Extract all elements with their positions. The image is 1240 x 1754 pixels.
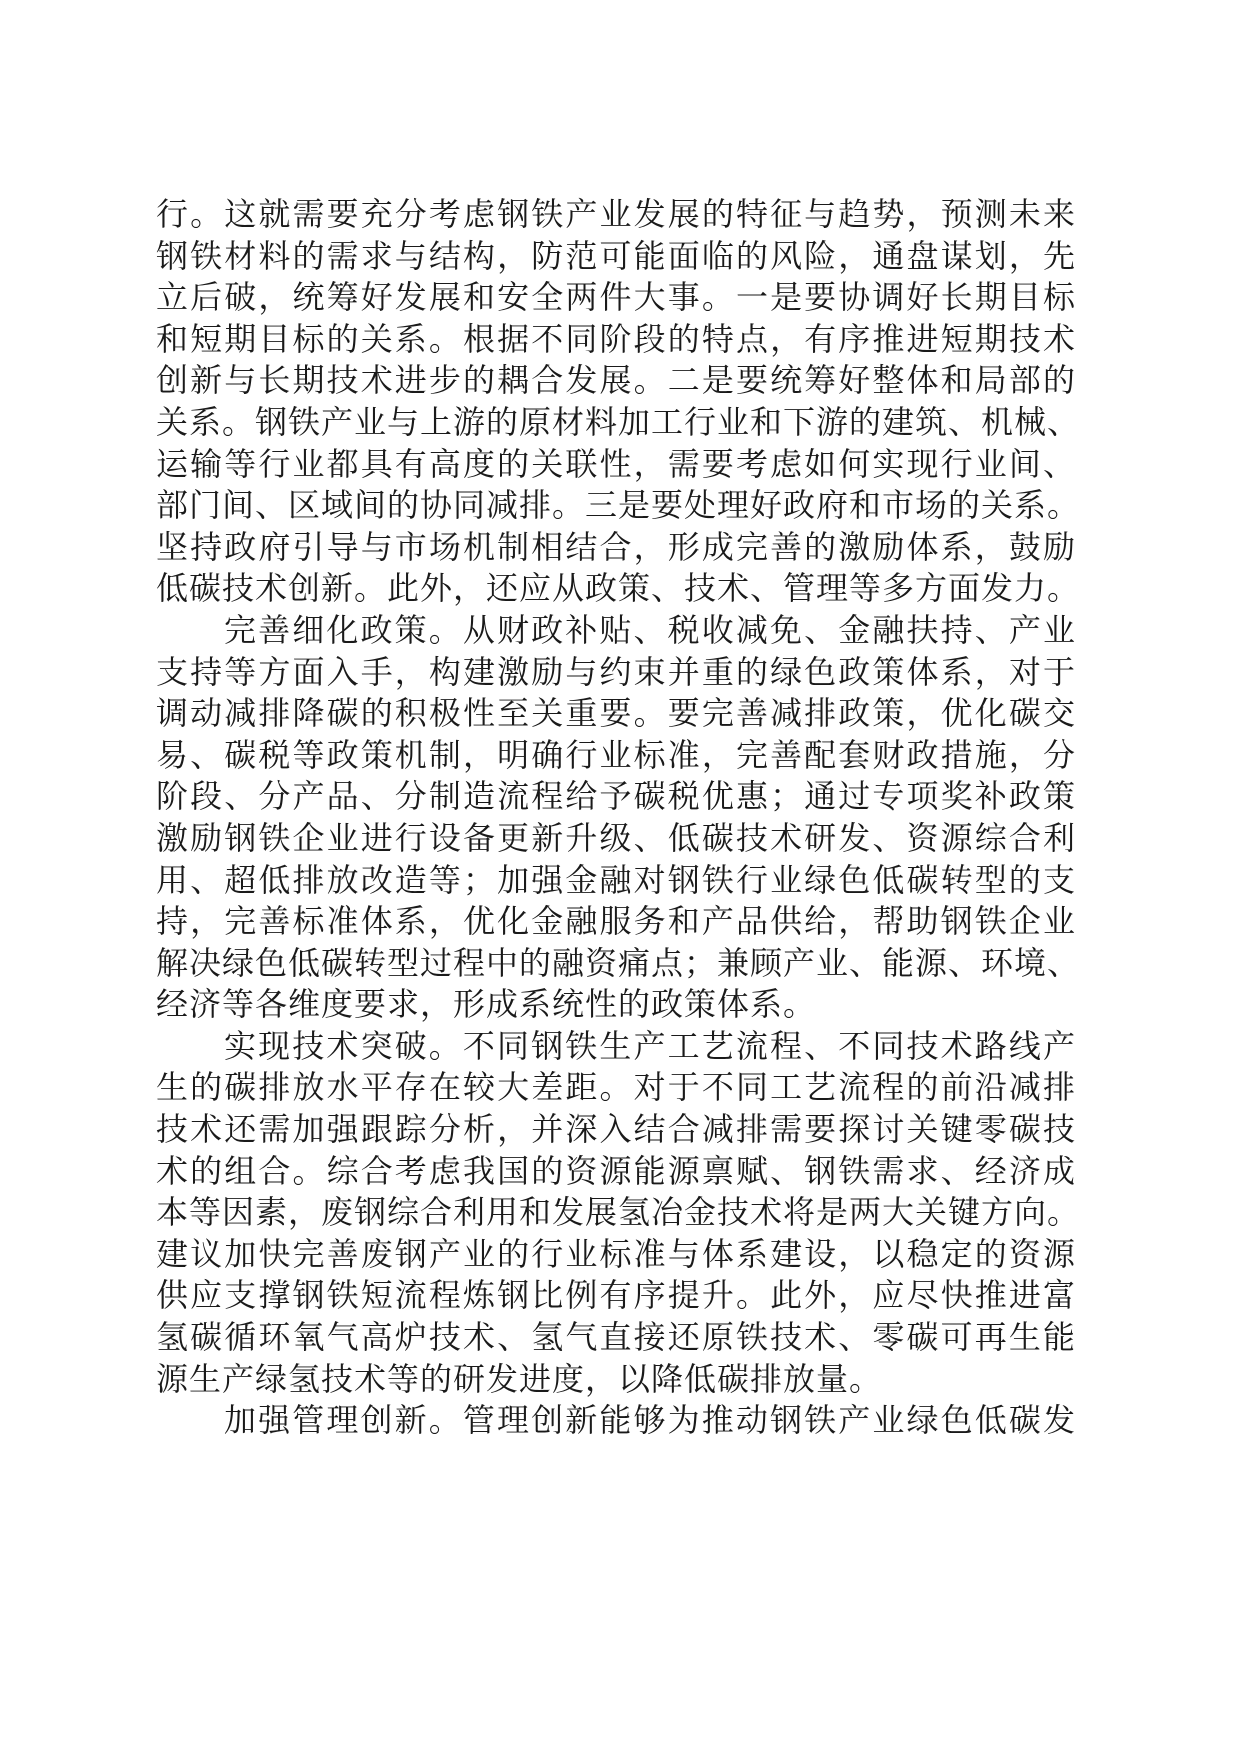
paragraph (156, 1400, 1076, 1442)
text-line: 源生产绿氢技术等的研发进度，以降低碳排放量。 (156, 1359, 883, 1398)
text-line: 技术还需加强跟踪分析，并深入结合减排需要探讨关键零碳技 (156, 1110, 1076, 1149)
text-line: 建议加快完善废钢产业的行业标准与体系建设，以稳定的资源 (156, 1234, 1076, 1273)
text-line: 解决绿色低碳转型过程中的融资痛点；兼顾产业、能源、环境、 (156, 943, 1081, 982)
paragraph (156, 1026, 1081, 1400)
text-line: 部门间、区域间的协同减排。三是要处理好政府和市场的关系。 (156, 486, 1081, 525)
text-line: 本等因素，废钢综合利用和发展氢冶金技术将是两大关键方向。 (156, 1193, 1081, 1232)
text-line: 完善细化政策。从财政补贴、税收减免、金融扶持、产业 (224, 610, 1076, 649)
text-line: 创新与长期技术进步的耦合发展。二是要统筹好整体和局部的 (156, 361, 1076, 400)
text-line: 实现技术突破。不同钢铁生产工艺流程、不同技术路线产 (224, 1026, 1076, 1065)
text-line: 关系。钢铁产业与上游的原材料加工行业和下游的建筑、机械、 (156, 402, 1081, 441)
text-line: 低碳技术创新。此外，还应从政策、技术、管理等多方面发力。 (156, 569, 1081, 608)
text-line: 和短期目标的关系。根据不同阶段的特点，有序推进短期技术 (156, 319, 1076, 358)
text-line: 术的组合。综合考虑我国的资源能源禀赋、钢铁需求、经济成 (156, 1151, 1076, 1190)
text-line: 调动减排降碳的积极性至关重要。要完善减排政策，优化碳交 (156, 694, 1076, 733)
text-line: 生的碳排放水平存在较大差距。对于不同工艺流程的前沿减排 (156, 1068, 1076, 1107)
text-line: 激励钢铁企业进行设备更新升级、低碳技术研发、资源综合利 (156, 818, 1076, 857)
text-line: 立后破，统筹好发展和安全两件大事。一是要协调好长期目标 (156, 278, 1076, 317)
text-line: 易、碳税等政策机制，明确行业标准，完善配套财政措施，分 (156, 735, 1076, 774)
text-line: 钢铁材料的需求与结构，防范可能面临的风险，通盘谋划，先 (156, 236, 1076, 275)
text-line: 运输等行业都具有高度的关联性，需要考虑如何实现行业间、 (156, 444, 1076, 483)
text-line: 用、超低排放改造等；加强金融对钢铁行业绿色低碳转型的支 (156, 860, 1076, 899)
text-line: 持，完善标准体系，优化金融服务和产品供给，帮助钢铁企业 (156, 902, 1076, 941)
text-line: 阶段、分产品、分制造流程给予碳税优惠；通过专项奖补政策 (156, 777, 1076, 816)
text-line: 氢碳循环氧气高炉技术、氢气直接还原铁技术、零碳可再生能 (156, 1318, 1076, 1357)
paragraph (156, 610, 1081, 1026)
text-line: 坚持政府引导与市场机制相结合，形成完善的激励体系，鼓励 (156, 527, 1076, 566)
text-line: 行。这就需要充分考虑钢铁产业发展的特征与趋势，预测未来 (156, 195, 1076, 233)
text-line: 支持等方面入手，构建激励与约束并重的绿色政策体系，对于 (156, 652, 1076, 691)
document-page (156, 194, 1081, 1442)
paragraph (156, 194, 1081, 610)
text-line: 加强管理创新。管理创新能够为推动钢铁产业绿色低碳发 (224, 1401, 1076, 1440)
text-line: 供应支撑钢铁短流程炼钢比例有序提升。此外，应尽快推进富 (156, 1276, 1076, 1315)
text-line: 经济等各维度要求，形成系统性的政策体系。 (156, 985, 817, 1024)
